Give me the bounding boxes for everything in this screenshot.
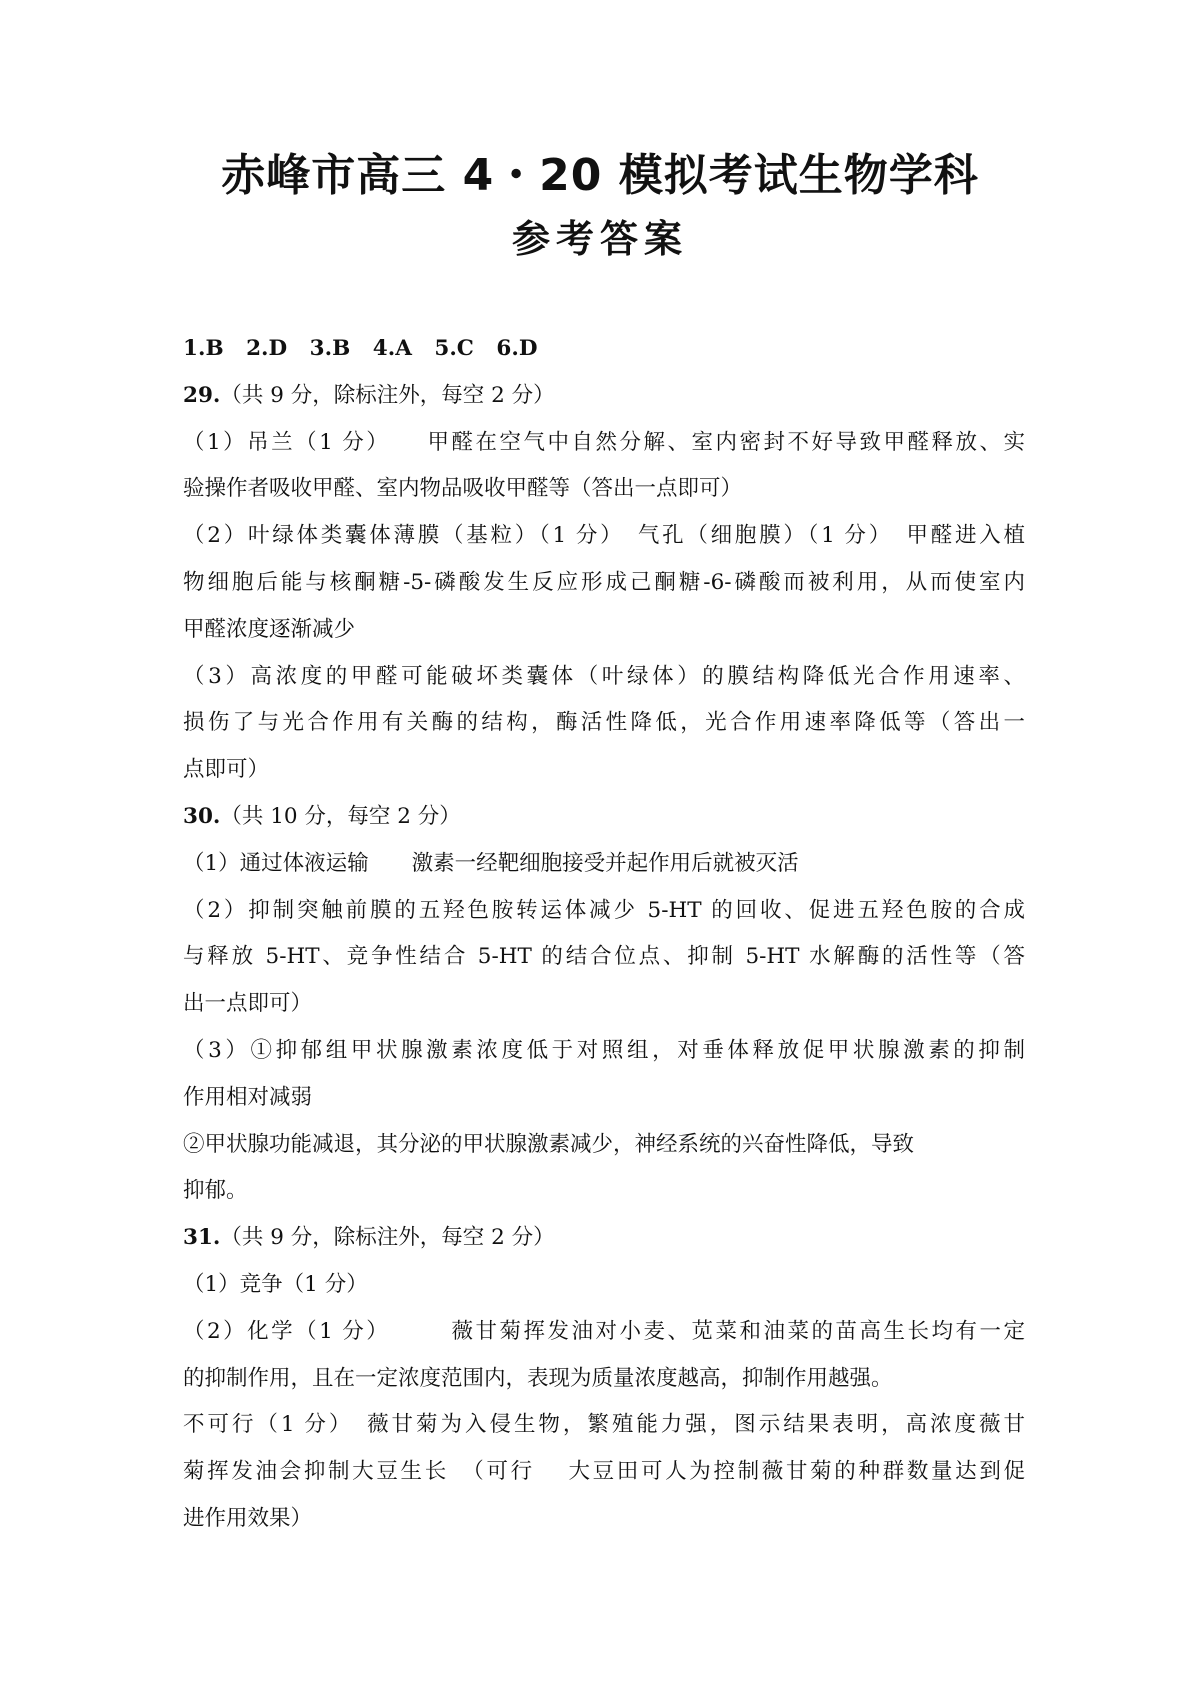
q30-line: 出一点即可） xyxy=(183,991,313,1017)
q30-line: （2）抑制突触前膜的五羟色胺转运体减少 5-HT 的回收、促进五羟色胺的合成 xyxy=(183,897,1025,923)
q29-line: （1）吊兰（1 分） 甲醛在空气中自然分解、室内密封不好导致甲醛释放、实 xyxy=(183,429,1025,455)
q29-line: 损伤了与光合作用有关酶的结构，酶活性降低，光合作用速率降低等（答出一 xyxy=(183,710,1025,736)
q30-line: 作用相对减弱 xyxy=(183,1084,313,1110)
choice-answer: 2.D xyxy=(246,336,288,361)
q31-line: 进作用效果） xyxy=(183,1505,313,1531)
q29-line: 甲醛浓度逐渐减少 xyxy=(183,616,356,642)
document-title: 赤峰市高三 4・20 模拟考试生物学科 xyxy=(221,150,979,201)
q29-line: 验操作者吸收甲醛、室内物品吸收甲醛等（答出一点即可） xyxy=(183,476,743,502)
question-number: 30. xyxy=(183,803,221,829)
question-number: 31. xyxy=(183,1225,221,1251)
choice-answer: 4.A xyxy=(372,336,412,361)
choice-answer: 6.D xyxy=(496,336,538,361)
choice-answer: 5.C xyxy=(434,336,474,361)
q31-line: 的抑制作用，且在一定浓度范围内，表现为质量浓度越高，抑制作用越强。 xyxy=(183,1365,893,1391)
question-number: 29. xyxy=(183,382,221,408)
q29-line: 点即可） xyxy=(183,757,270,783)
q29-line: 物细胞后能与核酮糖-5-磷酸发生反应形成己酮糖-6-磷酸而被利用，从而使室内 xyxy=(183,569,1025,595)
q29-line: （3）高浓度的甲醛可能破坏类囊体（叶绿体）的膜结构降低光合作用速率、 xyxy=(183,663,1025,689)
q30-line: （3）①抑郁组甲状腺激素浓度低于对照组，对垂体释放促甲状腺激素的抑制 xyxy=(183,1037,1025,1063)
q30-line: ②甲状腺功能减退，其分泌的甲状腺激素减少，神经系统的兴奋性降低，导致 xyxy=(183,1131,915,1157)
choice-answers-line xyxy=(183,326,1025,373)
q31-heading: 31.（共 9 分，除标注外，每空 2 分） xyxy=(183,1225,555,1251)
q30-heading: 30.（共 10 分，每空 2 分） xyxy=(183,803,461,829)
answer-body xyxy=(183,326,1025,1543)
choice-answer: 1.B xyxy=(183,336,224,361)
q30-line: （1）通过体液运输 激素一经靶细胞接受并起作用后就被灭活 xyxy=(183,850,799,876)
q29-heading: 29.（共 9 分，除标注外，每空 2 分） xyxy=(183,382,555,408)
q30-line: 与释放 5-HT、竞争性结合 5-HT 的结合位点、抑制 5-HT 水解酶的活性等（答 xyxy=(183,944,1025,970)
q31-line: （1）竞争（1 分） xyxy=(183,1271,368,1297)
q30-line: 抑郁。 xyxy=(183,1178,248,1204)
q31-line: 不可行（1 分） 薇甘菊为入侵生物，繁殖能力强，图示结果表明，高浓度薇甘 xyxy=(183,1412,1025,1438)
document-subtitle: 参考答案 xyxy=(511,216,688,261)
q31-line: 菊挥发油会抑制大豆生长 （可行 大豆田可人为控制薇甘菊的种群数量达到促 xyxy=(183,1459,1025,1485)
q31-line: （2）化学（1 分） 薇甘菊挥发油对小麦、苋菜和油菜的苗高生长均有一定 xyxy=(183,1318,1025,1344)
q29-line: （2）叶绿体类囊体薄膜（基粒）（1 分） 气孔（细胞膜）（1 分） 甲醛进入植 xyxy=(183,523,1025,549)
choice-answer: 3.B xyxy=(309,336,351,361)
